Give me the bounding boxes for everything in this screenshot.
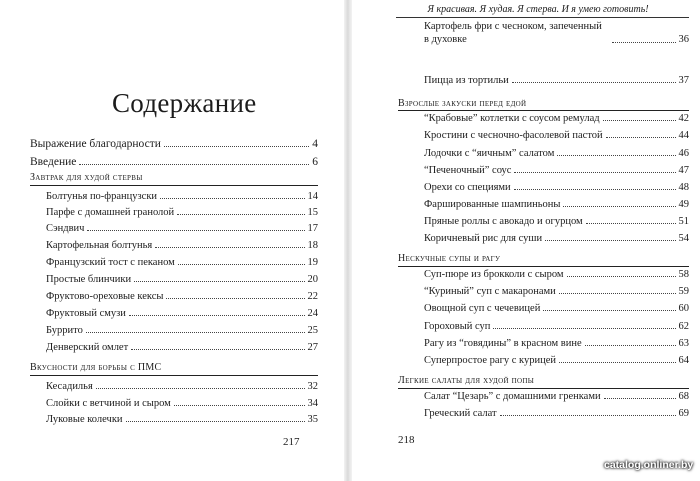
left-page <box>0 0 345 481</box>
dot-leader <box>545 240 675 241</box>
toc-entry-page: 25 <box>307 325 318 336</box>
toc-entry <box>424 337 689 350</box>
toc-entry-label: “Куриный” суп с макаронами <box>424 286 556 297</box>
toc-entry <box>30 137 318 151</box>
toc-entry-label: Коричневый рис для суши <box>424 233 543 244</box>
toc-entry-page: 62 <box>678 321 689 332</box>
toc-entry-label: Кростини с чесночно-фасолевой пастой <box>424 130 603 141</box>
toc-entry-page: 14 <box>307 191 318 202</box>
toc-entry <box>46 273 318 286</box>
toc-entry-page: 6 <box>312 156 318 168</box>
toc-entry <box>424 407 689 420</box>
toc-entry <box>46 307 318 320</box>
dot-leader <box>86 332 305 333</box>
toc-entry-page: 19 <box>307 257 318 268</box>
toc-entry <box>424 112 689 125</box>
toc-entry-label: Болтунья по-французски <box>46 191 158 202</box>
toc-entry <box>46 324 318 337</box>
toc-entry <box>424 320 689 333</box>
toc-entry-page: 47 <box>678 165 689 176</box>
toc-entry-label: Рагу из “говядины” в красном вине <box>424 338 582 349</box>
toc-entry <box>424 354 689 367</box>
toc-entry <box>30 155 318 169</box>
toc-entry-label: Овощной суп с чечевицей <box>424 303 541 314</box>
toc-entry-page: 46 <box>678 148 689 159</box>
toc-entry-label: Суперпростое рагу с курицей <box>424 355 557 366</box>
toc-entry <box>46 341 318 354</box>
toc-entry-label: Гороховый суп <box>424 321 491 332</box>
toc-entry-page: 69 <box>678 408 689 419</box>
toc-entry-page: 27 <box>307 342 318 353</box>
toc-entry-page: 58 <box>678 269 689 280</box>
dot-leader <box>160 198 304 199</box>
toc-entry-label: Фруктово-ореховые кексы <box>46 291 164 302</box>
toc-entry-page: 44 <box>678 130 689 141</box>
toc-entry-label: Простые блинчики <box>46 274 132 285</box>
toc-entry <box>424 268 689 281</box>
toc-entry-page: 24 <box>307 308 318 319</box>
section-heading: Легкие салаты для худой попы <box>398 375 535 386</box>
toc-entry-page: 22 <box>307 291 318 302</box>
toc-entry-label: Кесадилья <box>46 381 93 392</box>
toc-entry-page: 49 <box>678 199 689 210</box>
toc-entry-label: Луковые колечки <box>46 414 123 425</box>
toc-entry-label: Буррито <box>46 325 83 336</box>
toc-entry <box>424 74 689 87</box>
running-head-rule <box>396 17 689 18</box>
toc-entry <box>424 285 689 298</box>
toc-entry <box>424 20 689 46</box>
dot-leader <box>612 42 676 43</box>
toc-entry <box>46 397 318 410</box>
dot-leader <box>514 189 676 190</box>
section-heading: Завтрак для худой стервы <box>30 172 143 183</box>
site-watermark: catalog.onliner.by <box>604 459 694 471</box>
toc-entry <box>424 390 689 403</box>
dot-leader <box>493 328 675 329</box>
dot-leader <box>177 214 304 215</box>
toc-entry-page: 17 <box>307 223 318 234</box>
toc-entry-page: 32 <box>307 381 318 392</box>
section-rule <box>30 375 318 376</box>
toc-entry-page: 68 <box>678 391 689 402</box>
dot-leader <box>155 247 304 248</box>
toc-entry <box>424 129 689 142</box>
page-title: Содержание <box>112 88 257 118</box>
toc-entry-label: Пицца из тортильи <box>424 75 509 86</box>
toc-entry-label: Сэндвич <box>46 223 85 234</box>
dot-leader <box>174 405 305 406</box>
dot-leader <box>604 398 676 399</box>
dot-leader <box>512 82 676 83</box>
toc-entry <box>46 413 318 426</box>
toc-entry-label: Фаршированные шампиньоны <box>424 199 561 210</box>
dot-leader <box>567 276 676 277</box>
toc-entry-page: 4 <box>312 138 318 150</box>
toc-entry-label: Денверский омлет <box>46 342 129 353</box>
section-rule <box>398 388 689 389</box>
toc-entry-page: 59 <box>678 286 689 297</box>
toc-entry-label: Картофель фри с чесноком, запеченный в духовке <box>424 21 602 45</box>
page-number: 217 <box>283 436 300 448</box>
dot-leader <box>606 137 676 138</box>
toc-entry <box>424 181 689 194</box>
toc-entry-page: 36 <box>678 34 689 45</box>
toc-entry-page: 64 <box>678 355 689 366</box>
toc-entry <box>46 380 318 393</box>
page-number: 218 <box>398 434 415 446</box>
toc-entry-label: Греческий салат <box>424 408 497 419</box>
dot-leader <box>164 146 309 147</box>
toc-entry-label: Картофельная болтунья <box>46 240 153 251</box>
toc-entry-label: Пряные роллы с авокадо и огурцом <box>424 216 583 227</box>
dot-leader <box>586 223 676 224</box>
toc-entry <box>424 198 689 211</box>
dot-leader <box>603 120 676 121</box>
section-heading: Вкусности для борьбы с ПМС <box>30 362 162 373</box>
toc-entry-label: Французский тост с пеканом <box>46 257 175 268</box>
toc-entry-page: 51 <box>678 216 689 227</box>
toc-entry <box>46 206 318 219</box>
toc-entry-label: Слойки с ветчиной и сыром <box>46 398 171 409</box>
toc-entry-label: Парфе с домашней гранолой <box>46 207 175 218</box>
dot-leader <box>96 388 305 389</box>
toc-entry-page: 63 <box>678 338 689 349</box>
toc-entry-page: 18 <box>307 240 318 251</box>
toc-entry <box>424 164 689 177</box>
dot-leader <box>557 155 675 156</box>
toc-entry-page: 20 <box>307 274 318 285</box>
toc-entry-page: 48 <box>678 182 689 193</box>
toc-entry <box>46 222 318 235</box>
dot-leader <box>585 345 676 346</box>
dot-leader <box>559 293 676 294</box>
dot-leader <box>543 310 675 311</box>
toc-entry-label: Суп-пюре из брокколи с сыром <box>424 269 564 280</box>
section-rule <box>30 185 318 186</box>
toc-entry <box>46 239 318 252</box>
dot-leader <box>500 415 676 416</box>
toc-entry-label: Введение <box>30 156 77 168</box>
dot-leader <box>134 281 304 282</box>
toc-entry <box>46 190 318 203</box>
toc-entry-page: 42 <box>678 113 689 124</box>
toc-entry <box>424 232 689 245</box>
toc-entry <box>424 147 689 160</box>
toc-entry-page: 54 <box>678 233 689 244</box>
dot-leader <box>126 421 305 422</box>
dot-leader <box>514 172 675 173</box>
toc-entry-label: “Печеночный” соус <box>424 165 512 176</box>
right-page <box>352 0 700 481</box>
toc-entry <box>46 290 318 303</box>
toc-entry <box>424 215 689 228</box>
toc-entry-label: “Крабовые” котлетки с соусом ремулад <box>424 113 600 124</box>
toc-entry <box>424 302 689 315</box>
toc-entry-page: 35 <box>307 414 318 425</box>
toc-entry-page: 60 <box>678 303 689 314</box>
toc-entry-page: 34 <box>307 398 318 409</box>
toc-entry-label: Лодочки с “яичным” салатом <box>424 148 555 159</box>
section-rule <box>398 110 689 111</box>
toc-entry-label: Фруктовый смузи <box>46 308 126 319</box>
running-head: Я красивая. Я худая. Я стерва. И я умею готовить! <box>427 4 649 15</box>
toc-entry <box>46 256 318 269</box>
dot-leader <box>87 230 304 231</box>
toc-entry-label: Выражение благодарности <box>30 138 161 150</box>
dot-leader <box>563 206 675 207</box>
dot-leader <box>559 362 675 363</box>
toc-entry-page: 37 <box>678 75 689 86</box>
toc-entry-label: Орехи со специями <box>424 182 511 193</box>
dot-leader <box>166 298 304 299</box>
dot-leader <box>131 349 304 350</box>
dot-leader <box>129 315 305 316</box>
dot-leader <box>79 164 309 165</box>
section-rule <box>398 266 689 267</box>
section-heading: Взрослые закуски перед едой <box>398 98 527 109</box>
section-heading: Нескучные супы и рагу <box>398 253 501 264</box>
toc-entry-page: 15 <box>307 207 318 218</box>
toc-entry-label: Салат “Цезарь” с домашними гренками <box>424 391 601 402</box>
dot-leader <box>178 264 305 265</box>
